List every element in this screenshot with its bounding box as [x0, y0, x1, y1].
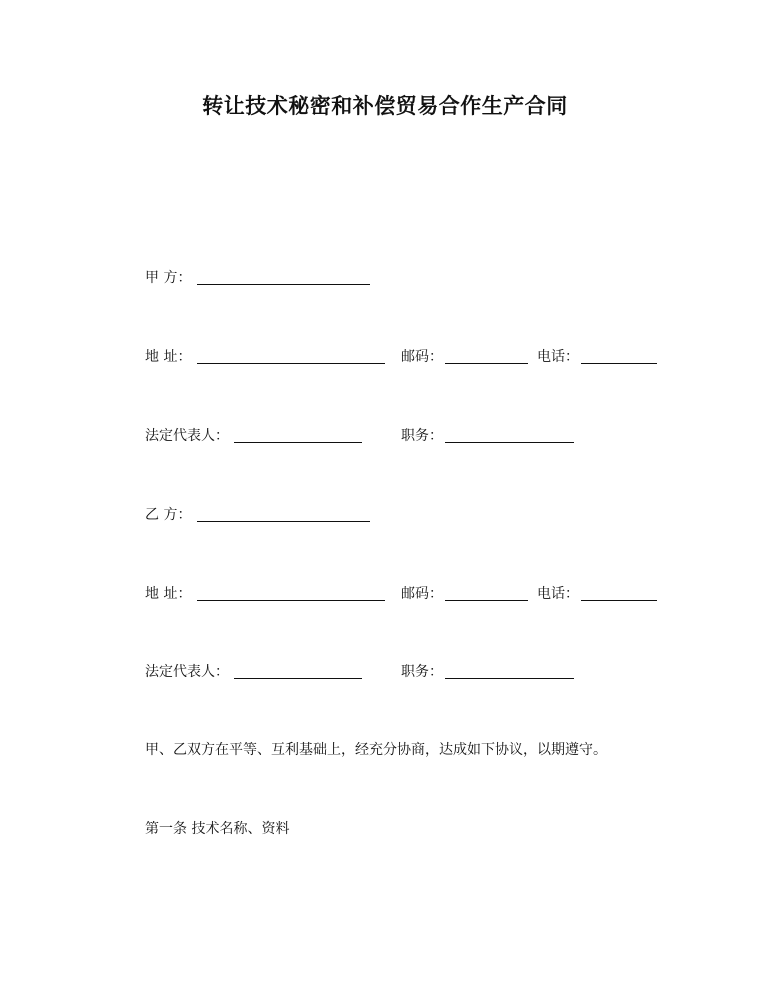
party-a-rep-label: 法定代表人：	[145, 428, 229, 444]
party-a-phone-label: 电话：	[537, 349, 579, 365]
party-b-rep-blank[interactable]	[234, 678, 362, 679]
article-1-heading: 第一条 技术名称、资料	[145, 821, 290, 837]
party-a-address-label: 地 址：	[145, 349, 192, 365]
party-a-position-blank[interactable]	[445, 442, 574, 443]
party-a-position-label: 职务：	[401, 428, 443, 444]
party-b-rep-label: 法定代表人：	[145, 664, 229, 680]
party-b-name-label: 乙 方：	[145, 507, 192, 523]
party-a-postcode-label: 邮码：	[401, 349, 443, 365]
party-b-position-blank[interactable]	[445, 678, 574, 679]
party-b-postcode-label: 邮码：	[401, 586, 443, 602]
party-a-address-blank[interactable]	[197, 363, 385, 364]
document-title: 转让技术秘密和补偿贸易合作生产合同	[202, 94, 568, 118]
party-a-address-row	[145, 347, 665, 367]
party-a-rep-blank[interactable]	[234, 442, 362, 443]
party-b-phone-label: 电话：	[537, 586, 579, 602]
preamble-text: 甲、乙双方在平等、互利基础上，经充分协商，达成如下协议，以期遵守。	[145, 742, 607, 758]
party-a-name-label: 甲 方：	[145, 270, 192, 286]
party-a-name-blank[interactable]	[197, 284, 370, 285]
party-b-address-label: 地 址：	[145, 586, 192, 602]
party-b-address-blank[interactable]	[197, 600, 385, 601]
party-a-rep-row	[145, 426, 665, 446]
party-a-name-row	[145, 268, 645, 288]
party-b-name-row	[145, 505, 645, 525]
party-b-position-label: 职务：	[401, 664, 443, 680]
party-b-name-blank[interactable]	[197, 521, 370, 522]
party-b-address-row	[145, 584, 665, 604]
party-b-postcode-blank[interactable]	[445, 600, 528, 601]
party-a-postcode-blank[interactable]	[445, 363, 528, 364]
party-b-phone-blank[interactable]	[581, 600, 657, 601]
party-b-rep-row	[145, 662, 665, 682]
party-a-phone-blank[interactable]	[581, 363, 657, 364]
